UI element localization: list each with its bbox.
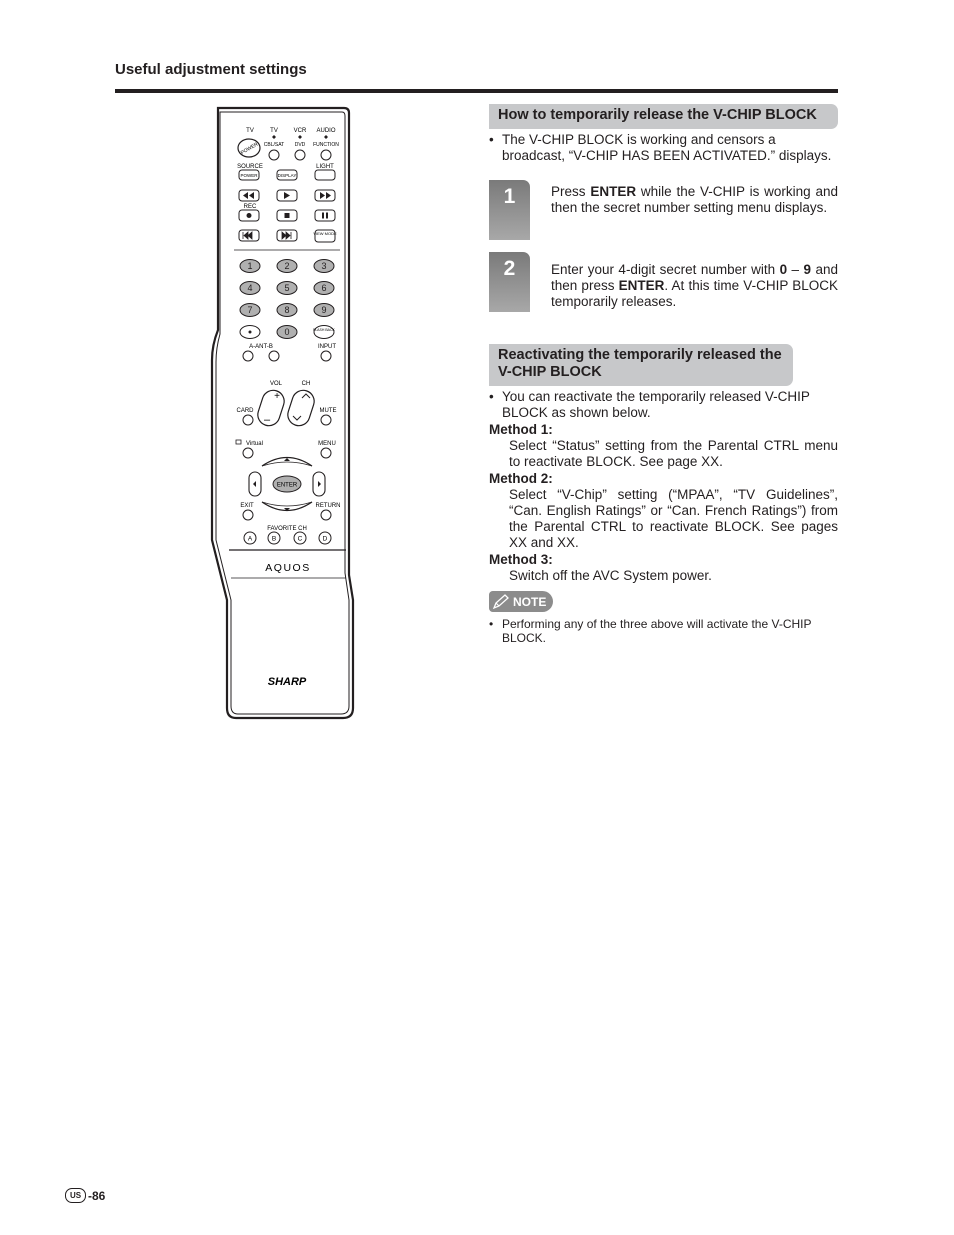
step-2-text: Enter your 4-digit secret number with 0 – 9 and then press ENTER. At this time V-CHIP BLOCK temporarily releases. [551,262,839,309]
source-power-label: POWER [240,173,258,178]
stop-icon [285,213,290,218]
source-label: SOURCE [237,164,263,170]
note-text: • Performing any of the three above will activate the V-CHIP BLOCK. [489,617,838,645]
page-footer [65,1188,105,1203]
content-column [489,104,838,645]
note-badge [489,591,553,612]
function-label: FUNCTION [313,142,339,148]
pencil-note-icon [492,594,510,610]
release-bullet: • The V-CHIP BLOCK is working and censors a broadcast, “V-CHIP HAS BEEN ACTIVATED.” displays. [489,132,838,164]
region-badge: US [65,1188,86,1203]
page-number: -86 [88,1188,106,1203]
aquos-logo: AQUOS [265,562,311,574]
method-3-label: Method 3: [489,552,553,567]
svg-text:5: 5 [284,283,290,293]
tv2-label: TV [270,128,278,134]
return-label: RETURN [315,503,341,509]
svg-text:B: B [271,535,277,543]
view-mode-label: VIEW MODE [313,231,337,236]
svg-text:+: + [274,391,280,402]
section-heading-reactivate: Reactivating the temporarily released the V-CHIP BLOCK [489,344,793,386]
dvd-label: DVD [294,142,306,148]
svg-text:7: 7 [247,305,253,315]
svg-text:9: 9 [321,305,327,315]
method-1-text: Select “Status” setting from the Parental CTRL menu to reactivate BLOCK. See page XX. [509,438,838,469]
section-heading-release: How to temporarily release the V-CHIP BLOCK [489,104,838,129]
pause-icon [326,213,328,219]
record-icon [247,213,252,218]
method-1-label: Method 1: [489,422,553,437]
svg-text:1: 1 [247,261,253,271]
note-label: NOTE [513,594,547,609]
mute-label: MUTE [319,408,337,414]
header-rule [115,89,838,93]
reactivate-bullet: • You can reactivate the temporarily released V-CHIP BLOCK as shown below. [489,389,838,421]
rec-label: REC [243,204,257,210]
a-ant-b-label: A-ANT-B [249,344,273,350]
svg-text:6: 6 [321,283,327,293]
favorite-ch-label: FAVORITE CH [267,526,307,532]
step-1 [489,180,838,240]
power-label: POWER [239,141,260,157]
menu-label: MENU [318,441,336,447]
step-1-text: Press ENTER while the V-CHIP is working and then the secret number setting menu displays. [551,184,838,215]
page-header-title: Useful adjustment settings [115,61,307,78]
light-label: LIGHT [316,164,334,170]
svg-text:C: C [297,535,303,543]
svg-text:–: – [263,414,271,426]
vcr-label: VCR [293,128,307,134]
svg-text:4: 4 [247,283,253,293]
svg-text:8: 8 [284,305,290,315]
light-button [315,170,335,180]
svg-text:0: 0 [284,327,290,337]
svg-text:D: D [322,535,328,543]
audio-label: AUDIO [316,128,336,134]
card-label: CARD [236,408,254,414]
tv-label: TV [246,128,254,134]
method-3-text: Switch off the AVC System power. [509,568,712,583]
svg-text:2: 2 [284,261,290,271]
cblsat-label: CBL/SAT [263,142,285,148]
svg-text:3: 3 [321,261,327,271]
enter-label: ENTER [276,482,298,489]
ch-label: CH [301,381,311,387]
vol-label: VOL [269,381,283,387]
svg-text:A: A [247,535,253,543]
virtual-label: Virtual [246,441,263,447]
step-number-badge: 2 [489,252,530,312]
remote-control-illustration [205,104,355,724]
method-2-text: Select “V-Chip” setting (“MPAA”, “TV Guidelines”, “Can. English Ratings” or “Can. French Ratings”) from the Parental CTRL to reactivate BLOCK. See pages XX and XX. [509,487,838,550]
step-number-badge: 1 [489,180,530,240]
method-2-label: Method 2: [489,471,553,486]
flashback-label: FLASH BACK [313,328,335,332]
exit-label: EXIT [240,503,254,509]
input-label: INPUT [318,344,336,350]
sharp-logo: SHARP [267,676,307,688]
step-2 [489,252,838,312]
display-label: DISPLAY [277,173,297,178]
